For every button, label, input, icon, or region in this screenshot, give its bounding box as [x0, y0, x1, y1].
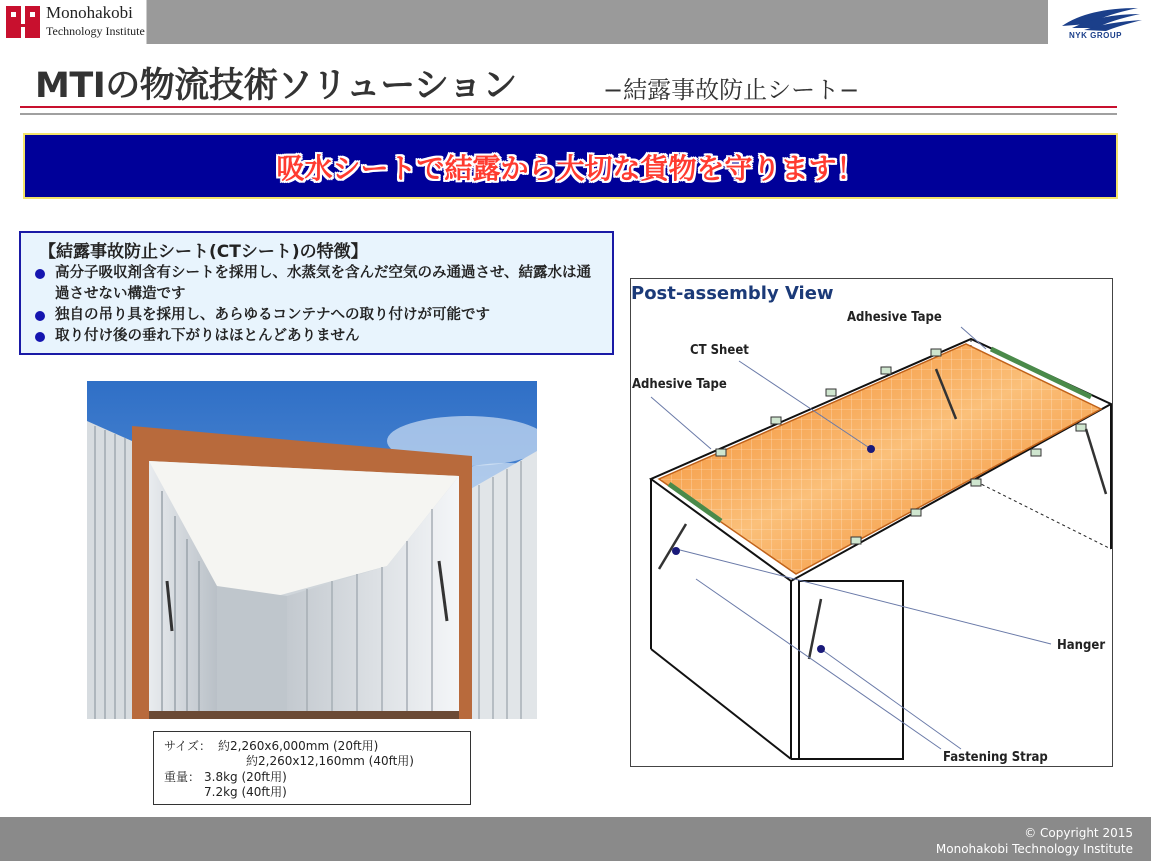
top-bar: [0, 0, 1151, 44]
label-hanger: Hanger: [1057, 638, 1106, 653]
title-rule-gray: [20, 113, 1117, 115]
features-box: [19, 231, 614, 355]
mti-logo: [0, 0, 147, 44]
size-label: サイズ：: [164, 739, 212, 753]
footer-copyright: © Copyright 2015: [1024, 826, 1133, 840]
feature-text: 高分子吸収剤含有シートを採用し、水蒸気を含んだ空気のみ通過させ、結露水は通過させない構造です: [55, 265, 592, 302]
feature-item: [33, 305, 603, 326]
size-20ft: 約2,260x6,000mm (20ft用): [218, 739, 379, 753]
logo-name-line2: Technology Institute: [46, 24, 145, 38]
weight-20ft: 3.8kg (20ft用): [204, 770, 287, 784]
bullet-icon: [35, 332, 45, 342]
features-list: [33, 263, 603, 347]
diagram-title: Post-assembly View: [631, 283, 834, 304]
weight-40ft: 7.2kg (40ft用): [204, 785, 287, 799]
logo-name-line1: Monohakobi: [46, 3, 133, 22]
feature-item: [33, 263, 603, 305]
page-title: MTIの物流技術ソリューション: [35, 66, 517, 106]
bullet-icon: [35, 269, 45, 279]
footer-bar: [0, 817, 1151, 861]
bullet-icon: [35, 311, 45, 321]
footer-org: Monohakobi Technology Institute: [935, 842, 1133, 856]
nyk-bird-icon: [1048, 0, 1151, 32]
features-heading: 【結露事故防止シート(CTシート)の特徴】: [39, 242, 368, 262]
specs-box: [153, 731, 471, 805]
headline-banner: [23, 133, 1118, 199]
title-rule-red: [20, 106, 1117, 108]
label-ct-sheet: CT Sheet: [690, 343, 749, 358]
nyk-logo-text: NYK GROUP: [1069, 31, 1122, 40]
nyk-logo: [1048, 0, 1151, 44]
container-interior-photo: [87, 381, 537, 719]
label-adhesive-tape-left: Adhesive Tape: [632, 377, 727, 392]
label-adhesive-tape-top: Adhesive Tape: [847, 310, 942, 325]
headline-text: 吸水シートで結露から大切な貨物を守ります！: [276, 152, 865, 185]
feature-item: [33, 326, 603, 347]
mti-logo-icon: [6, 6, 40, 38]
weight-label: 重量：: [164, 770, 201, 784]
feature-text: 取り付け後の垂れ下がりはほとんどありません: [55, 328, 360, 344]
feature-text: 独自の吊り具を採用し、あらゆるコンテナへの取り付けが可能です: [55, 307, 490, 323]
page-subtitle: −結露事故防止シート−: [603, 76, 860, 104]
label-fastening-strap: Fastening Strap: [943, 750, 1048, 765]
post-assembly-diagram: [630, 278, 1113, 767]
size-40ft: 約2,260x12,160mm (40ft用): [246, 754, 414, 768]
